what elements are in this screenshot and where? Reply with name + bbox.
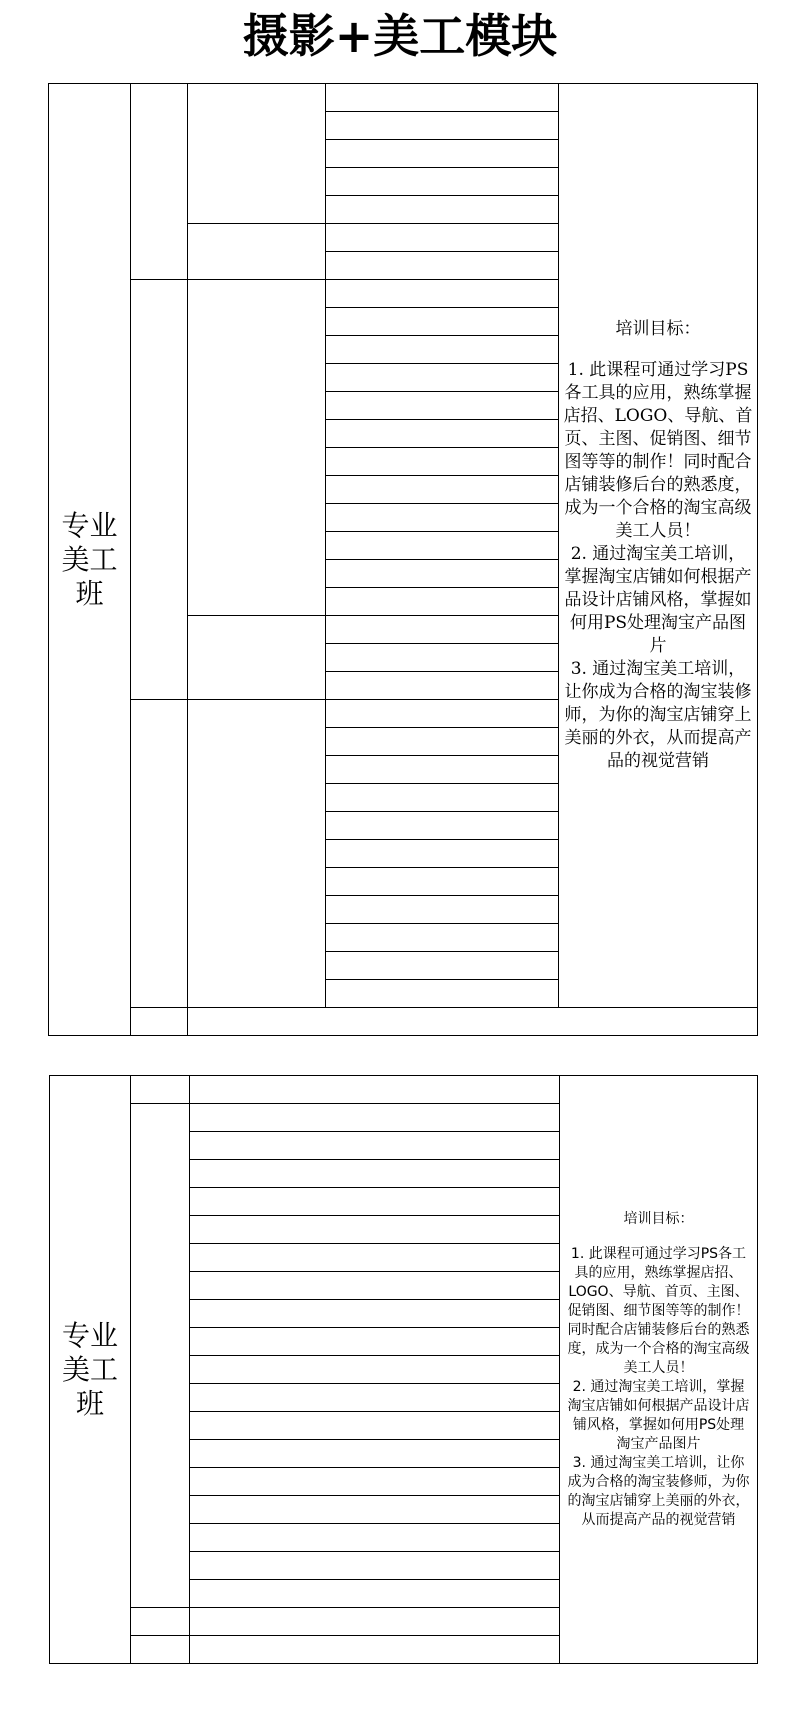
- course-table-1: [48, 83, 758, 1036]
- hours-cell: [131, 1636, 190, 1664]
- topic-item: [326, 812, 559, 840]
- topic-item: [326, 140, 559, 168]
- topic-item: [190, 1524, 560, 1552]
- topic-item: [326, 448, 559, 476]
- hours-cell: [131, 1608, 190, 1636]
- topic-item: [326, 588, 559, 616]
- hours-cell: [131, 1076, 190, 1104]
- hours-cell: [131, 280, 188, 700]
- training-goal: [559, 84, 758, 1008]
- topic-item: [326, 392, 559, 420]
- class-name: 专业 美工 班: [49, 84, 131, 1036]
- topic-item: [190, 1104, 560, 1132]
- topic-item: [326, 728, 559, 756]
- topic-item: [326, 924, 559, 952]
- module-name: [188, 616, 326, 700]
- module-name: [188, 224, 326, 280]
- topic-item: [190, 1412, 560, 1440]
- topic-item: [190, 1384, 560, 1412]
- topic-item: [190, 1272, 560, 1300]
- page-title: 摄影+美工模块: [242, 9, 558, 63]
- topic-item: [190, 1216, 560, 1244]
- topic-item: [190, 1244, 560, 1272]
- table-row: [50, 1076, 758, 1104]
- hours-cell: [131, 1008, 188, 1036]
- topic-item: [326, 420, 559, 448]
- topic-item: [326, 280, 559, 308]
- topic-item: [190, 1328, 560, 1356]
- topic-item: [326, 896, 559, 924]
- hours-cell: [131, 84, 188, 280]
- topic-item: [190, 1188, 560, 1216]
- module-name: [188, 280, 326, 616]
- topic-item: [188, 1008, 758, 1036]
- module-name: [188, 84, 326, 224]
- topic-item: [190, 1552, 560, 1580]
- topic-item: [326, 308, 559, 336]
- topic-item: [326, 700, 559, 728]
- goal-body: 1. 此课程可通过学习PS各工具的应用，熟练掌握店招、LOGO、导航、首页、主图、促销图、细节图等等的制作！同时配合店铺装修后台的熟悉度，成为一个合格的淘宝高级美工人员！ 2. 通过淘宝美工培训，掌握淘宝店铺如何根据产品设计店铺风格，掌握如何用PS处理淘宝产品图片 3. 通过淘宝美工培训，让你成为合格的淘宝装修师，为你的淘宝店铺穿上美丽的外衣，从而提高产品的视觉营销: [563, 360, 753, 771]
- topic-item: [326, 364, 559, 392]
- topic-item: [190, 1496, 560, 1524]
- topic-item: [190, 1580, 560, 1608]
- goal-heading: 培训目标：: [615, 319, 701, 339]
- topic-item: [326, 224, 559, 252]
- topic-item: [326, 112, 559, 140]
- topic-item: [190, 1608, 560, 1636]
- topic-item: [326, 644, 559, 672]
- topic-item: [326, 252, 559, 280]
- topic-item: [190, 1160, 560, 1188]
- topic-item: [326, 196, 559, 224]
- topic-item: [326, 784, 559, 812]
- goal-body: 1. 此课程可通过学习PS各工具的应用，熟练掌握店招、LOGO、导航、首页、主图、促销图、细节图等等的制作！同时配合店铺装修后台的熟悉度，成为一个合格的淘宝高级美工人员！ 2. 通过淘宝美工培训，掌握淘宝店铺如何根据产品设计店铺风格，掌握如何用PS处理淘宝产品图片 3. 通过淘宝美工培训，让你成为合格的淘宝装修师，为你的淘宝店铺穿上美丽的外衣，从而提高产品的视觉营销: [567, 1245, 750, 1528]
- topic-item: [326, 840, 559, 868]
- topic-item: [326, 168, 559, 196]
- topic-item: [326, 616, 559, 644]
- topic-item: [326, 476, 559, 504]
- topic-item: [326, 672, 559, 700]
- class-name: 专业 美工 班: [50, 1076, 131, 1664]
- topic-item: [190, 1468, 560, 1496]
- topic-item: [190, 1356, 560, 1384]
- topic-item: [190, 1300, 560, 1328]
- topic-item: [190, 1440, 560, 1468]
- hours-cell: [131, 700, 188, 1008]
- topic-item: [326, 756, 559, 784]
- topic-item: [326, 868, 559, 896]
- topic-item: [326, 980, 559, 1008]
- topic-item: [190, 1636, 560, 1664]
- topic-item: [326, 560, 559, 588]
- topic-item: [326, 532, 559, 560]
- training-goal: [560, 1076, 758, 1664]
- topic-item: [326, 952, 559, 980]
- topic-item: [190, 1132, 560, 1160]
- topic-item: [190, 1076, 560, 1104]
- topic-item: [326, 336, 559, 364]
- goal-heading: 培训目标：: [623, 1210, 694, 1227]
- table-row: [49, 1008, 758, 1036]
- hours-cell: [131, 1104, 190, 1608]
- course-table-2: [49, 1075, 758, 1664]
- module-name: [188, 700, 326, 1008]
- topic-item: [326, 84, 559, 112]
- topic-item: [326, 504, 559, 532]
- table-row: [49, 84, 758, 112]
